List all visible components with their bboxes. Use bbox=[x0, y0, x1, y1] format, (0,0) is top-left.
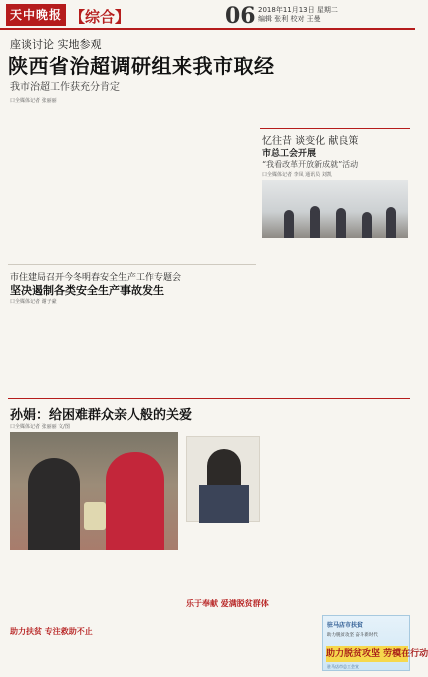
public-service-ad bbox=[322, 615, 428, 671]
divider bbox=[260, 128, 410, 129]
side-subtitle: “我看改革开放新成就”活动 bbox=[262, 160, 359, 169]
feature-body-col4b bbox=[264, 615, 318, 673]
lead-subhead: 我市治超工作获充分肯定 bbox=[10, 82, 120, 93]
lead-headline: 陕西省治超调研组来我市取经 bbox=[8, 54, 275, 78]
divider bbox=[8, 398, 410, 399]
feature-section-help: 助力扶贫 专注救助不止 bbox=[10, 627, 93, 636]
ad-subtext: 助力脱贫攻坚 奋斗新时代 bbox=[327, 633, 378, 638]
feature-body-col1b bbox=[10, 636, 92, 674]
middle-body-col3 bbox=[176, 306, 256, 394]
feature-body-right bbox=[264, 432, 410, 542]
side-body bbox=[262, 246, 408, 396]
side-byline: 口全媒体记者 李凤 通讯员 刘凯 bbox=[262, 172, 332, 178]
feature-body-col1 bbox=[10, 556, 92, 622]
lead-kicker: 座谈讨论 实地参观 bbox=[10, 38, 102, 51]
feature-photo bbox=[10, 432, 178, 550]
issue-date: 2018年11月13日 星期二 bbox=[258, 6, 338, 14]
lead-body-col1 bbox=[10, 105, 85, 261]
date-line bbox=[258, 6, 338, 24]
lead-body-col2 bbox=[90, 105, 168, 261]
portrait-caption bbox=[186, 526, 260, 552]
lead-byline: 口全媒体记者 张丽丽 bbox=[10, 98, 57, 104]
meeting-photo bbox=[262, 180, 408, 238]
middle-byline: 口全媒体记者 谢子豪 bbox=[10, 299, 57, 305]
masthead bbox=[0, 0, 415, 30]
feature-section-lead: 乐于奉献 爱满脱贫群体 bbox=[186, 599, 269, 608]
portrait-photo bbox=[186, 436, 260, 522]
feature-headline: 孙娟：给困难群众亲人般的关爱 bbox=[10, 408, 193, 423]
middle-kicker: 市住建局召开今冬明春安全生产工作专题会 bbox=[10, 273, 182, 283]
ad-heading: 驻马店市扶贫 bbox=[327, 622, 364, 629]
divider bbox=[8, 264, 256, 265]
feature-body-col3 bbox=[186, 556, 260, 594]
ad-footer: 驻马店市总工会宣 bbox=[327, 664, 359, 669]
middle-body-col1 bbox=[10, 306, 88, 394]
section-label: 【综合】 bbox=[70, 8, 131, 26]
newspaper-logo: 天中晚报 bbox=[6, 4, 66, 26]
middle-headline: 坚决遏制各类安全生产事故发生 bbox=[10, 284, 164, 297]
feature-body-col2 bbox=[96, 556, 178, 674]
feature-byline: 口全媒体记者 张丽丽 文/图 bbox=[10, 424, 70, 430]
feature-body-col3b bbox=[186, 608, 260, 674]
side-title: 市总工会开展 bbox=[262, 149, 317, 159]
page-number: 06 bbox=[225, 3, 256, 29]
middle-body-col2 bbox=[92, 306, 172, 394]
editor-credits: 编辑 张利 校对 王曼 bbox=[258, 15, 321, 23]
ad-slogan: 助力脱贫攻坚 劳模在行动 bbox=[326, 646, 408, 662]
lead-body-col3 bbox=[173, 105, 255, 261]
feature-body-col4 bbox=[264, 546, 410, 610]
side-kicker: 忆往昔 谈变化 献良策 bbox=[262, 136, 359, 147]
